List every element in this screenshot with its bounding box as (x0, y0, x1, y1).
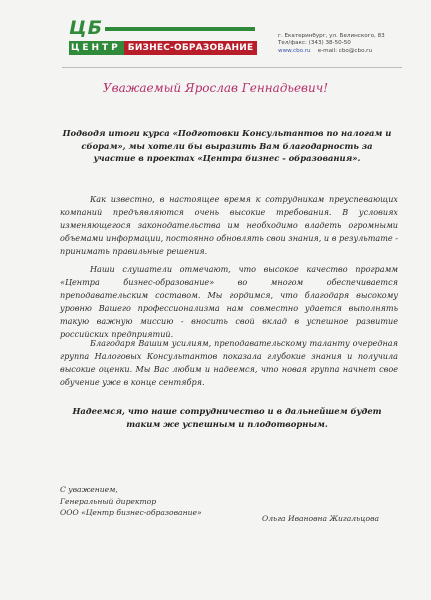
regards-text: С уважением, (60, 485, 118, 494)
letterhead-divider (62, 67, 402, 68)
logo-business-text: БИЗНЕС-ОБРАЗОВАНИЕ (124, 41, 258, 55)
website-link[interactable]: www.cbo.ru (278, 47, 311, 54)
company-logo (69, 18, 259, 58)
email-link[interactable]: e-mail: cbo@cbo.ru (317, 47, 373, 54)
logo-stripe (105, 27, 255, 31)
signature-block (60, 484, 240, 519)
signer-name: Ольга Ивановна Жигальцова (262, 514, 380, 523)
logo-mark: ЦБ (69, 17, 104, 39)
contact-block (278, 33, 428, 55)
intro-paragraph: Подводя итоги курса «Подготовки Консультантов по налогам и сборам», мы хотели бы выразить Вам благодарность за участие в проектах «Центра бизнес - образования». (62, 128, 392, 164)
company-name: ООО «Центр бизнес-образование» (60, 508, 202, 518)
address-text: г. Екатеринбург, ул. Белинского, 83 (278, 33, 385, 39)
logo-wordmark (69, 41, 257, 55)
logo-centr-text: ЦЕНТР (69, 41, 124, 55)
closing-paragraph: Надеемся, что наше сотрудничество и в дальнейшем будет таким же успешным и плодотворным. (72, 406, 382, 429)
phone-text: Тел/факс: (343) 38-50-50 (278, 40, 351, 47)
contact-links (278, 48, 428, 55)
greeting: Уважаемый Ярослав Геннадьевич! (102, 81, 329, 95)
body-paragraph-3: Благодаря Вашим усилиям, преподавательскому таланту очередная группа Налоговых Консультантов показала глубокие знания и получила высокие оценки. Мы Вас любим и надеемся, что новая группа начнет свое обучение уже в конце сентября. (60, 338, 398, 388)
signer-position: Генеральный директор (60, 496, 157, 506)
body-paragraph-1: Как известно, в настоящее время к сотрудникам преуспевающих компаний предъявляются очень высокие требования. В условиях изменяющегося законодательства им необходимо владеть огромными объемами информации, постоянно обновлять свои знания, и в результате - принимать правильные решения. (60, 194, 398, 257)
body-paragraph-2: Наши слушатели отмечают, что высокое качество программ «Центра бизнес-образование» во многом обеспечивается преподавательским составом. Мы гордимся, что благодаря высокому уровню Вашего профессионализма нам совместно удается выполнять такую важную миссию - вносить свой вклад в успешное развитие российских предприятий. (60, 264, 398, 340)
